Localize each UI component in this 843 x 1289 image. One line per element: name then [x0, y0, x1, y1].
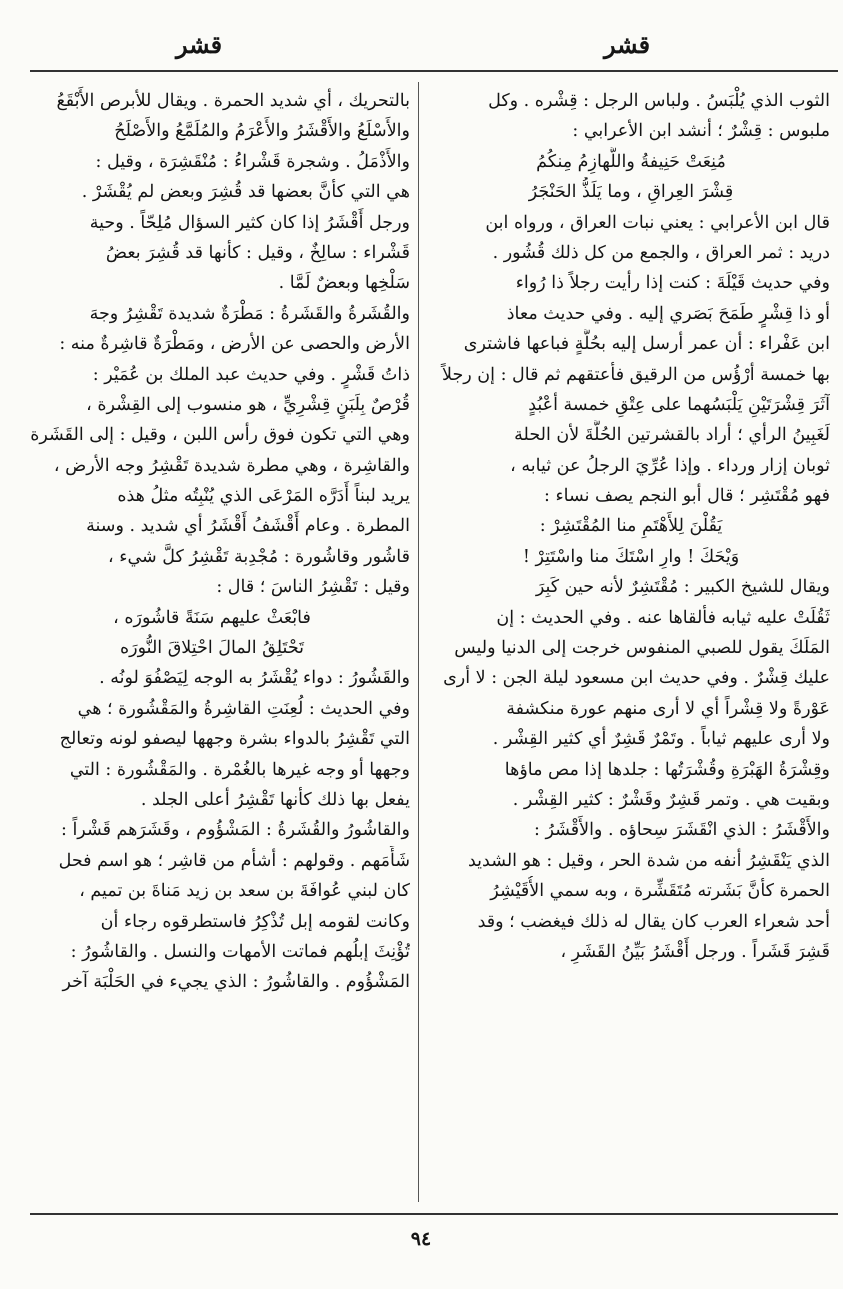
text-line: وجهها أو وجه غيرها بالغُمْرة . والمَقْشُورة : التي: [69, 759, 410, 780]
top-rule: [30, 70, 838, 72]
text-line: ابن عَفْراء : أن عمر أرسل إليه بحُلَّةٍ فباعها فاشترى: [463, 334, 830, 355]
text-line: والقاشِرة ، وهي مطرة شديدة تَقْشِرُ وجه الأرض ،: [53, 455, 410, 476]
text-line: آثَرَ قِشْرَتَيْنِ يَلْبَسُهما على عِتْقِ خمسة أعْبُدٍ: [528, 394, 830, 415]
text-line: والأَقْشَرُ : الذي انْقَشَرَ سِحاؤه . والأَقْشَرُ :: [534, 820, 830, 841]
text-line: وفي الحديث : لُعِنَتِ القاشِرةُ والمَقْشُورة ؛ هي: [77, 698, 410, 719]
text-line: شَأَمَهم . وقولهم : أشأم من قاشِر ؛ هو اسم فحل: [58, 850, 410, 871]
text-line: عليك قِشْرٌ . وفي حديث ابن مسعود ليلة الجن : لا أرى: [443, 668, 830, 689]
text-line: يريد لبناً أَدَرَّه المَرْعَى الذي يُنْبِتُه مثلُ هذه: [117, 486, 410, 507]
text-line: والأَسْلَعُ والأَقْشَرُ والأَعْرَمُ والمُلَمَّعُ والأَصْلَحُ: [114, 121, 410, 142]
text-line: قَشِرَ قَشَراً . ورجل أَقْشَرُ بَيِّنُ القَشَرِ ،: [560, 941, 830, 962]
text-line: الثوب الذي يُلْبَسُ . ولباس الرجل : قِشْره . وكل: [488, 91, 830, 111]
text-line: ويقال للشيخ الكبير : مُقْتَشِرٌ لأنه حين كَبِرَ: [535, 577, 830, 598]
text-line: ذاتُ قَشْرٍ . وفي حديث عبد الملك بن عُمَيْر :: [92, 364, 410, 385]
text-line: المَلَكَ يقول للصبي المنفوس خرجت إلى الدنيا وليس: [454, 638, 830, 659]
text-line: ثوبان إزار ورداء . وإذا عُرِّيَ الرجلُ عن ثيابه ،: [510, 455, 830, 476]
text-line: فهو مُقْتَشِر ؛ قال أبو النجم يصف نساء :: [543, 486, 830, 507]
text-line: وقيل : تَقْشِرُ الناسَ ؛ قال :: [216, 577, 410, 598]
text-line: بها خمسة أرْؤُس من الرقيق فأعتقهم ثم قال : إن رجلاً: [442, 364, 830, 385]
text-line: والقُشَرةُ والقَشَرةُ : مَطْرَةٌ شديدة تَقْشِرُ وجهَ: [89, 303, 410, 324]
verse-line: يَقُلْنَ لِلأَهْتَمِ منا المُقْتَشِرْ :: [539, 516, 723, 537]
text-line: الأرض والحصى عن الأرض ، ومَطْرَةٌ قاشِرةٌ منه :: [59, 334, 410, 355]
text-line: كان لبني عُوافَةَ بن سعد بن زيد مَناةَ بن تميم ،: [79, 881, 410, 902]
text-line: يفعل بها ذلك كأنها تَقْشِرُ أعلى الجلد .: [140, 789, 410, 810]
text-line: عَوْرةً ولا قِشْراً أي لا أرى منهم عورة منكشفة: [506, 698, 830, 719]
left-column: [14, 86, 410, 998]
text-line: قاشُور وقاشُورة : مُجْدِبة تَقْشِرُ كلَّ شيء ،: [108, 546, 410, 567]
verse-line: فابْعَثْ عليهم سَنَةً قاشُورَه ،: [113, 607, 311, 628]
text-line: تُؤْنِثَ إبلُهم فماتت الأمهات والنسل . والقاشُورُ :: [70, 941, 410, 962]
text-line: ولا أرى عليهم ثياباً . وتَمْرٌ قَشِرٌ أي كثير القِشْر .: [492, 729, 830, 750]
column-divider: [418, 82, 419, 1202]
page-number: ٩٤: [410, 1228, 432, 1250]
text-line: الحمرة كأنَّ بَشَرته مُتَقَشِّرة ، وبه سمي الأُقَيْشِرُ: [490, 881, 830, 902]
verse-line: وَيْحَكَ ! وارِ اسْتَكَ منا واسْتَتِرْ !: [522, 546, 740, 567]
text-line: المطرة . وعام أَقْشَفُ أَقْشَرُ أي شديد . وسنة: [86, 516, 410, 537]
header-entry-word-right: قشر: [604, 30, 651, 59]
text-line: قُرْصٌ بِلَبَنٍ قِشْرِيٍّ ، هو منسوب إلى القِشْرة ،: [86, 394, 410, 415]
text-line: ملبوس : قِشْرٌ ؛ أنشد ابن الأعرابي :: [572, 121, 830, 142]
text-line: بالتحريك ، أي شديد الحمرة . ويقال للأبرص الأَبْقَعُ: [56, 91, 410, 111]
text-line: المَشْؤُوم . والقاشُورُ : الذي يجيء في الحَلْبَة آخر: [62, 972, 410, 993]
text-line: قال ابن الأعرابي : يعني نبات العراق ، ورواه ابن: [485, 212, 830, 233]
text-line: وقِشْرَةُ الهَبْرَةِ وقُشْرَتُها : جلدها إذا مص ماؤها: [504, 759, 830, 780]
text-line: هي التي كأنَّ بعضها قد قُشِرَ وبعض لم يُقْشَرْ .: [81, 182, 410, 203]
text-line: ثَقُلَتْ عليه ثيابه فألقاها عنه . وفي الحديث : إن: [496, 607, 830, 628]
text-line: والقاشُورُ والقُشَرةُ : المَشْؤُوم ، وقَشَرَهم قَشْراً :: [60, 820, 410, 841]
text-line: وبقيت هي . وتمر قَشِرٌ وقَشْرٌ : كثير القِشْر .: [512, 789, 830, 810]
header-entry-word-left: قشر: [176, 30, 223, 59]
bottom-rule: [30, 1213, 838, 1215]
text-line: التي تَقْشِرُ بالدواء بشرة وجهها ليصفو لونه وتعالج: [59, 729, 410, 750]
text-line: أو ذا قِشْرٍ طَمَحَ بَصَري إليه . وفي حديث معاذ: [506, 303, 830, 324]
text-line: لَغَبِينُ الرأي ؛ أراد بالقشرتين الحُلَّةَ لأن الحلة: [514, 425, 830, 446]
text-line: والأَذْمَلُ . وشجرة قَشْراءُ : مُنْقَشِرَة ، وقيل :: [95, 151, 410, 172]
text-line: وفي حديث قَيْلَةَ : كنت إذا رأيت رجلاً ذا رُواء: [515, 273, 830, 294]
text-line: الذي يَنْقَشِرُ أنفه من شدة الحر ، وقيل : هو الشديد: [467, 850, 830, 871]
text-line: وكانت لقومه إبل تُذْكِرُ فاستطرقوه رجاء أن: [100, 911, 410, 932]
text-line: قَشْراء : سالِخٌ ، وقيل : كأنها قد قُشِرَ بعضُ: [105, 242, 410, 263]
text-line: سَلْخِها وبعضٌ لَمَّا .: [278, 273, 410, 294]
right-column: [432, 86, 830, 967]
verse-line: تَحْتَلِقُ المالَ احْتِلاقَ النُّورَه: [120, 638, 304, 659]
text-line: دريد : ثمر العراق ، والجمع من كل ذلك قُشُور .: [492, 242, 830, 263]
text-line: والقَشُورُ : دواء يُقْشَرُ به الوجه لِيَصْفُوَ لونُه .: [99, 668, 410, 689]
verse-line: قِشْرَ العِراقِ ، وما يَلَذُّ الحَنْجَرُ: [528, 182, 734, 203]
text-line: أحد شعراء العرب كان يقال له ذلك فيغضب ؛ وقد: [477, 911, 830, 932]
verse-line: مُنِعَتْ حَنِيفةُ واللَّهازِمُ مِنكُمُ: [536, 151, 726, 172]
text-line: وهي التي تكون فوق رأس اللبن ، وقيل : إلى القَشَرة: [30, 425, 410, 446]
text-line: ورجل أَقْشَرُ إذا كان كثير السؤال مُلِحّاً . وحية: [89, 212, 410, 233]
